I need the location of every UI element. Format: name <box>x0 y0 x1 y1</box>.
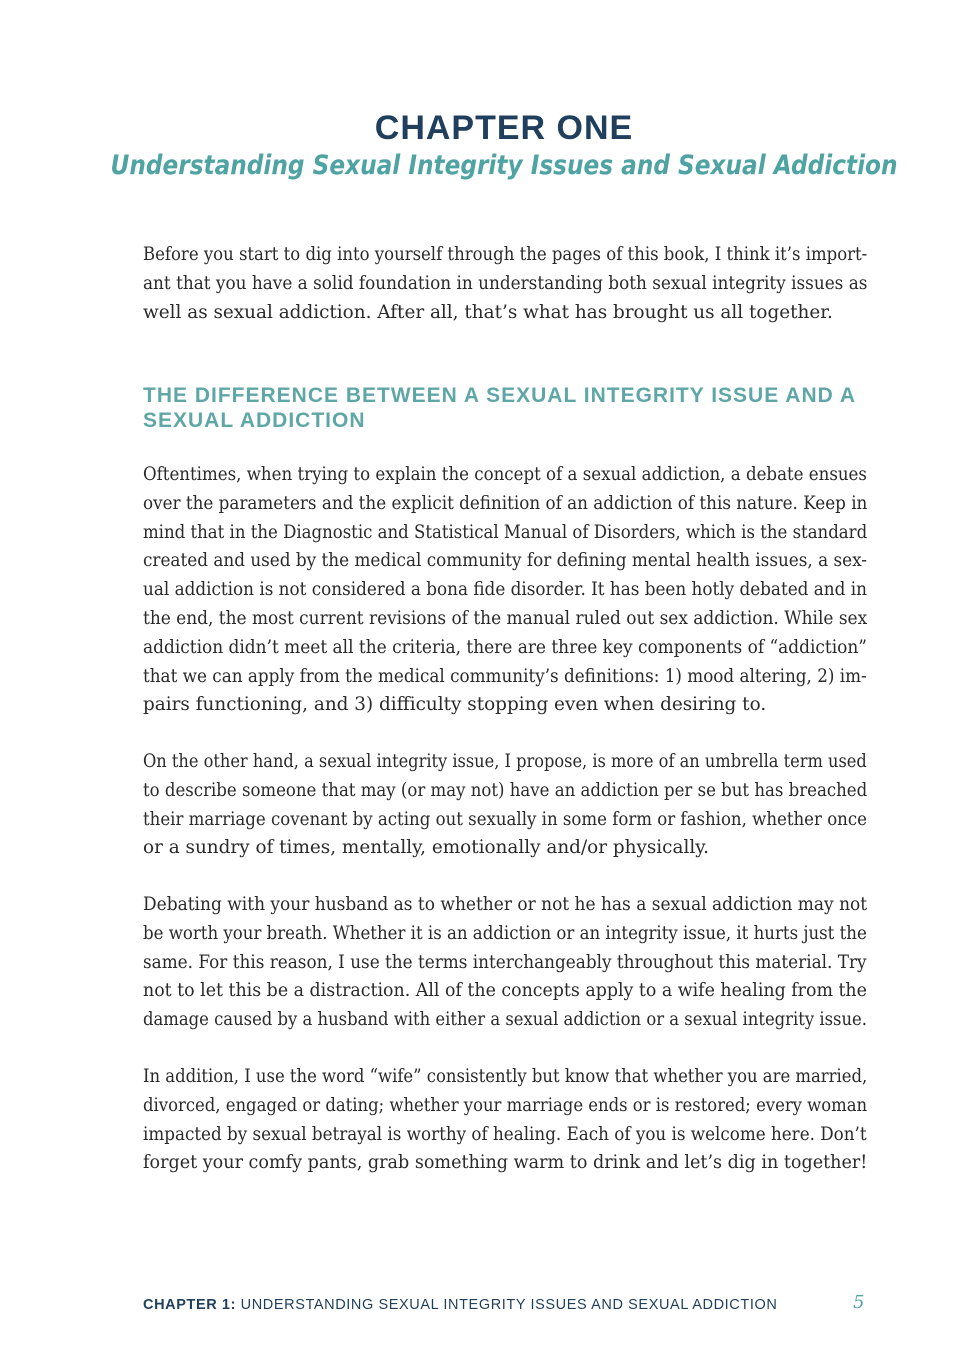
running-footer <box>143 1297 777 1313</box>
body-paragraph <box>143 461 867 720</box>
text-line: Before you start to dig into yourself through the pages of this book, I think it’s import- <box>143 244 868 265</box>
chapter-subtitle: Understanding Sexual Integrity Issues and Sexual Addiction <box>110 150 898 181</box>
section-heading: THE DIFFERENCE BETWEEN A SEXUAL INTEGRITY ISSUE AND A SEXUAL ADDICTION <box>143 384 856 432</box>
text-line: damage caused by a husband with either a sexual addiction or a sexual integrity issue. <box>143 1009 867 1031</box>
body-paragraph <box>143 1063 867 1178</box>
chapter-title: CHAPTER ONE <box>374 109 634 147</box>
text-line: the end, the most current revisions of the manual ruled out sex addiction. While sex <box>143 607 868 629</box>
body-paragraph <box>143 891 867 1035</box>
body-paragraph <box>143 748 867 863</box>
text-line: divorced, engaged or dating; whether your marriage ends or is restored; every woman <box>143 1094 868 1116</box>
text-line: be worth your breath. Whether it is an addiction or an integrity issue, it hurts just the <box>143 922 867 944</box>
footer-chapter-title: UNDERSTANDING SEXUAL INTEGRITY ISSUES AND SEXUAL ADDICTION <box>240 1297 778 1313</box>
text-line: to describe someone that may (or may not) have an addiction per se but has breached <box>143 779 868 801</box>
text-line: not to let this be a distraction. All of the concepts apply to a wife healing from the <box>143 980 867 1002</box>
text-line: created and used by the medical community for defining mental health issues, a sex- <box>143 550 867 572</box>
text-line: over the parameters and the explicit definition of an addiction of this nature. Keep in <box>143 492 868 514</box>
text-line: Debating with your husband as to whether or not he has a sexual addiction may not <box>143 894 868 915</box>
text-line: that we can apply from the medical community’s definitions: 1) mood altering, 2) im- <box>143 665 867 687</box>
text-line: ual addiction is not considered a bona fide disorder. It has been hotly debated and in <box>143 579 867 601</box>
text-line: mind that in the Diagnostic and Statistical Manual of Disorders, which is the standard <box>143 521 868 543</box>
intro-paragraph <box>143 241 867 327</box>
text-line: In addition, I use the word “wife” consistently but know that whether you are married, <box>143 1066 868 1087</box>
text-line: pairs functioning, and 3) difficulty stopping even when desiring to. <box>143 694 767 716</box>
text-line: addiction didn’t meet all the criteria, there are three key components of “addiction” <box>143 636 867 658</box>
footer-chapter-label: CHAPTER 1: <box>143 1297 237 1313</box>
text-line: On the other hand, a sexual integrity issue, I propose, is more of an umbrella term used <box>143 751 867 772</box>
text-line: same. For this reason, I use the terms interchangeably throughout this material. Try <box>143 951 867 973</box>
text-line: impacted by sexual betrayal is worthy of healing. Each of you is welcome here. Don’t <box>143 1123 867 1145</box>
text-line: Oftentimes, when trying to explain the concept of a sexual addiction, a debate ensues <box>143 464 867 485</box>
text-line: or a sundry of times, mentally, emotionally and/or physically. <box>143 837 709 859</box>
text-line: ant that you have a solid foundation in understanding both sexual integrity issues as <box>143 272 868 294</box>
page-number: 5 <box>853 1292 865 1313</box>
text-line: well as sexual addiction. After all, that’s what has brought us all together. <box>143 301 833 323</box>
text-line: forget your comfy pants, grab something warm to drink and let’s dig in together! <box>143 1152 868 1174</box>
text-line: their marriage covenant by acting out sexually in some form or fashion, whether once <box>143 808 867 830</box>
